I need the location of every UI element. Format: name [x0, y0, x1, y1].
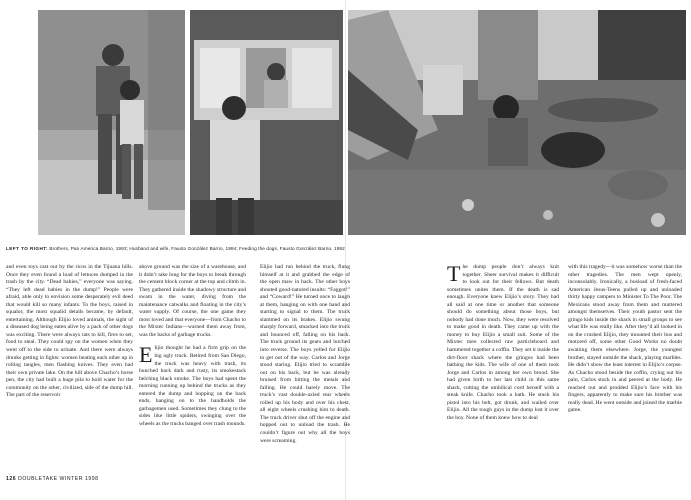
photo-brothers [38, 10, 185, 235]
caption-text: Brothers, Pan America Barrio, 1993; Husband and wife, Fausto González Barrio, 1994; Feeding the dogs, Fausto González Barrio, 1992 [49, 246, 345, 251]
column-2-section [139, 342, 246, 428]
photo-caption [6, 246, 466, 252]
drop-cap-e: E [139, 342, 153, 368]
photo-brothers-image [38, 10, 185, 235]
page-folio [6, 476, 99, 482]
caption-lead: LEFT TO RIGHT: [6, 246, 48, 251]
column-4-section [447, 261, 559, 422]
column-1-text: and even toys cast out by the ricos in the Tijuana hills. Once they even found a load of lettuces dumped in the trash by the city. “Dead babies,” everyone was saying. “They left dead babies in the dump!” People were afraid, able only to envision some desperately evil deed that would kill so many infants. To the boys, raised in squalor, the most squalid details became, by default, entertaining. Although Elijio loved animals, the sight of a diseased dog being eaten alive by a pack of other dogs was exciting. There were always rats to kill, fires to set, food to steal. They could spy on the women when they went off to the side to urinate. And there were always drunks getting in fights: women beating each other up in rolling tangles, men flashing knives. They even had their own private lake. On the hill above Chacho’s horse pen, the city had built a huge pila to hold water for the community on the other, civilized, side of the dump hill. The part of the reservoir [6, 264, 133, 399]
text-column-3 [260, 264, 350, 445]
photo-husband-and-wife [190, 10, 343, 235]
drop-cap-t: T [447, 261, 461, 286]
text-column-1 [6, 264, 133, 400]
column-2-text-bottom: lijio thought he had a firm grip on the big ugly truck. Retired from San Diego, the truck was heavy with trash, its hunched back dark and rusty, its smokestack belching black smoke. The boys had spent the morning running up behind the trucks as they entered the dump and hopping on the back ends, hanging on to the handholds the garbagemen used. Sometimes they clung to the sides like little spiders, swinging over the wheels as the trucks banged over trash mounds. [139, 345, 246, 427]
photo-husband-and-wife-image [190, 10, 343, 235]
column-3-text: Elijio had run behind the truck, flung himself at it and grabbed the edge of the open maw in back. The other boys shouted good-natured insults: “Faggot!” and “Coward!” He turned once to laugh at them, hanging on with one hand and starting to signal to them. The truck slammed on its brakes. Elijio swung sharply forward, smacked into the truck and bounced off, falling on his back. The truck ground its gears and lurched into reverse. The boys yelled for Elijio to get out of the way. Carlos and Jorge stood staring. Elijio tried to scramble out on his back, but he was already bruised from hitting the metals and falling. He could barely move. The truck’s vast double-axled rear wheels rolled up his body and over his chest, all eight wheels crushing him to death. The truck driver shut off the engine and hopped out to unload the trash. He couldn’t figure out why all the boys were screaming. [260, 264, 350, 444]
text-column-5 [568, 264, 682, 415]
publication-title: DOUBLETAKE WINTER 1998 [18, 476, 99, 482]
column-4-text: he dump people don’t always knit together. Sheer survival makes it difficult to look out for their fellows. But death sometimes unites them. If the death is sad enough. Everyone knew Elijio’s story. They had all said at one time or another that someone should do something about those boys, but nobody had done much. Now, they were resolved to make good in death. They came up with the money to buy Elijio a small suit. Some of the Mixtec men collected raw particleboard and hammered together a coffin. They set it inside the dirt-floor shack where the gringos had been bathing the kids. The wife of one of them took Jorge and Carlos in among her own brood. She had given birth to her last child in this same shack, cutting the umbilical cord herself with a steak knife. Chacho took a bath. He stuck his pistol into his belt, got drunk, and wailed over Elijio. All the tough guys in the dump lost it over the boy. None of them knew how to deal [447, 264, 559, 421]
page-number: 126 [6, 476, 17, 482]
column-5-text: with this tragedy—it was somehow worse than the other tragedies. The men wept openly, inconsolably. Ironically, a busload of fresh-faced American Jesus-Teens pulled up and unloaded thirty happy campers to Minister To The Poor. The Mexicans stood away from them and muttered amongst themselves. Their youth pastor sent the gringo kids inside the shack in small groups to see what life was really like. After they’d all looked in on the crushed Elijio, they mounted their bus and motored off, some other Good Works no doubt awaiting them elsewhere. Jorge, the youngest brother, stayed outside the shack, playing marbles. He didn’t show the least interest in Elijio’s corpse. As Chacho stood beside the coffin, crying out his pain, Carlos stuck in and peered at the body. He reached out and prodded Elijio’s face with his fingers, apparently to make sure his brother was really dead. He went outside and joined the marble game. [568, 264, 682, 414]
photo-feeding-the-dogs [348, 10, 686, 235]
text-column-4 [447, 261, 559, 422]
column-2-text-top: above ground was the size of a warehouse, and it didn’t take long for the boys to break through the cement block corner at the top and climb in. They gathered inside the shadowy structure and swam in the water, diving from the maintenance catwalks and floating in the city’s water supply. Of course, the one game they most loved and that everyone—from Chacho to the Mixtec Indians—warned them away from, was the backs of garbage trucks. [139, 264, 246, 338]
photo-feeding-the-dogs-image [348, 10, 686, 235]
text-column-2 [139, 264, 246, 428]
